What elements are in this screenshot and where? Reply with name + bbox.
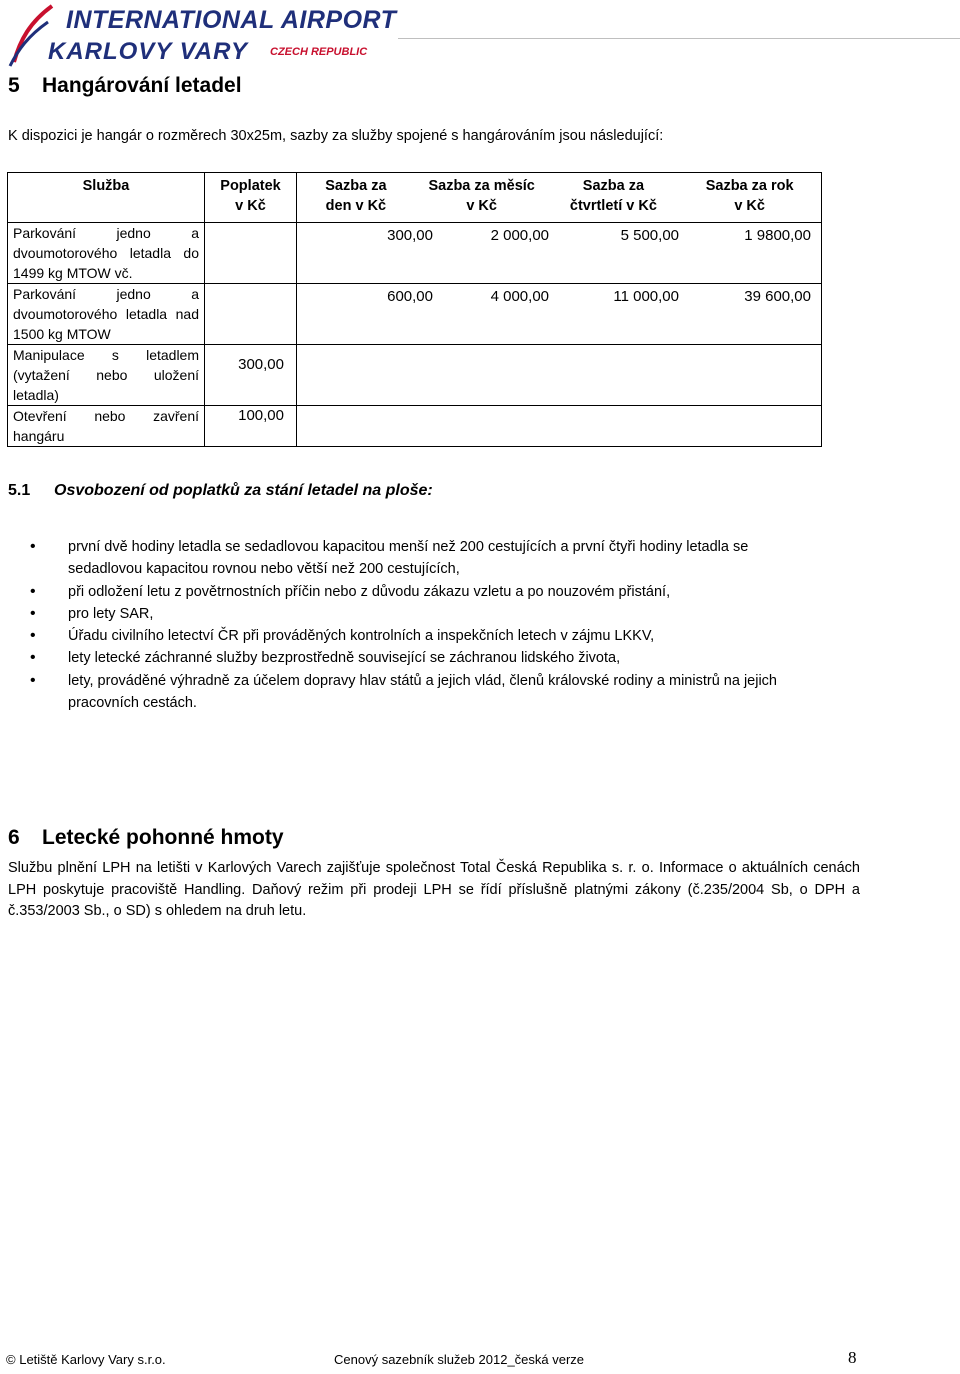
row-rates	[297, 284, 822, 345]
header-year: Sazba za rok v Kč	[705, 178, 794, 214]
section-title: Hangárování letadel	[42, 74, 242, 97]
header-month: Sazba za měsíc v Kč	[428, 178, 535, 214]
table-row	[8, 284, 822, 345]
table-header-row	[8, 173, 822, 223]
footer-company: © Letiště Karlovy Vary s.r.o.	[6, 1352, 166, 1367]
footer-doc-title: Cenový sazebník služeb 2012_česká verze	[334, 1352, 585, 1367]
list-item: • při odložení letu z povětrnostních příčin nebo z důvodu zákazu vzletu a po nouzovém přistání,	[30, 581, 790, 603]
rate-year: 39 600,00	[744, 288, 811, 305]
airport-logo	[8, 0, 397, 68]
header-service: Služba	[8, 173, 205, 223]
exemptions-list	[30, 536, 790, 714]
row-fee	[205, 284, 297, 345]
logo-text-top: INTERNATIONAL AIRPORT	[66, 6, 397, 34]
section-5-heading	[8, 74, 242, 98]
row-rates	[297, 345, 822, 406]
list-item: • lety, prováděné výhradně za účelem dopravy hlav států a jejich vlád, členů královské rodiny a ministrů na jejich pracovních cestách.	[30, 670, 790, 715]
header-rule	[398, 38, 960, 39]
page-number: 8	[848, 1348, 857, 1367]
rate-month: 4 000,00	[490, 288, 549, 305]
subsection-number: 5.1	[8, 482, 31, 499]
list-item: • lety letecké záchranné služby bezprostředně související se záchranou lidského života,	[30, 647, 790, 669]
table-row	[8, 406, 822, 447]
row-fee	[205, 223, 297, 284]
rate-quarter: 5 500,00	[620, 227, 679, 244]
list-item: • pro lety SAR,	[30, 603, 790, 625]
rate-day: 600,00	[387, 288, 433, 305]
header-quarter: Sazba za čtvrtletí v Kč	[569, 178, 657, 214]
row-service: Parkování jedno a dvoumotorového letadla do 1499 kg MTOW vč.	[8, 223, 205, 284]
table-row	[8, 345, 822, 406]
fuel-paragraph: Službu plnění LPH na letišti v Karlových Varech zajišťuje společnost Total Česká Republika s. r. o. Informace o aktuálních cenách LPH poskytuje pracoviště Handling. Daňový režim při prodeji LPH se řídí příslušně platnými zákony (č.235/2004 Sb, o DPH a č.353/2003 Sb., o SD) s ohledem na druh letu.	[8, 860, 860, 919]
row-fee: 300,00	[205, 345, 297, 406]
intro-text: K dispozici je hangár o rozměrech 30x25m, sazby za služby spojené s hangárováním jsou následující:	[8, 128, 664, 144]
rate-quarter: 11 000,00	[613, 288, 679, 305]
row-service: Manipulace s letadlem (vytažení nebo uložení letadla)	[8, 345, 205, 406]
list-item: • první dvě hodiny letadla se sedadlovou kapacitou menší než 200 cestujících a první čtyři hodiny letadla se sedadlovou kapacitou rovnou nebo větší než 200 cestujících,	[30, 536, 790, 581]
copyright-icon: ©	[6, 1352, 16, 1367]
rate-year: 1 9800,00	[744, 227, 811, 244]
table-row	[8, 223, 822, 284]
section-number: 5	[8, 74, 20, 97]
section-5-1-heading	[8, 482, 433, 500]
header-fee: Poplatek v Kč	[205, 173, 297, 223]
row-service: Otevření nebo zavření hangáru	[8, 406, 205, 447]
logo-text-bottom: KARLOVY VARY	[48, 38, 249, 65]
subsection-title: Osvobození od poplatků za stání letadel na ploše:	[54, 482, 433, 499]
rate-month: 2 000,00	[490, 227, 549, 244]
rate-day: 300,00	[387, 227, 433, 244]
logo-subtitle: CZECH REPUBLIC	[270, 46, 368, 58]
section-title: Letecké pohonné hmoty	[42, 826, 284, 849]
header-day: Sazba za den v Kč	[325, 178, 387, 214]
list-item: • Úřadu civilního letectví ČR při prováděných kontrolních a inspekčních letech v zájmu LKKV,	[30, 625, 790, 647]
row-rates	[297, 406, 822, 447]
section-6-heading	[8, 826, 284, 850]
section-number: 6	[8, 826, 20, 849]
hangar-fees-table	[7, 172, 821, 444]
header-rates	[297, 173, 822, 223]
row-service: Parkování jedno a dvoumotorového letadla nad 1500 kg MTOW	[8, 284, 205, 345]
row-rates	[297, 223, 822, 284]
row-fee: 100,00	[205, 406, 297, 447]
